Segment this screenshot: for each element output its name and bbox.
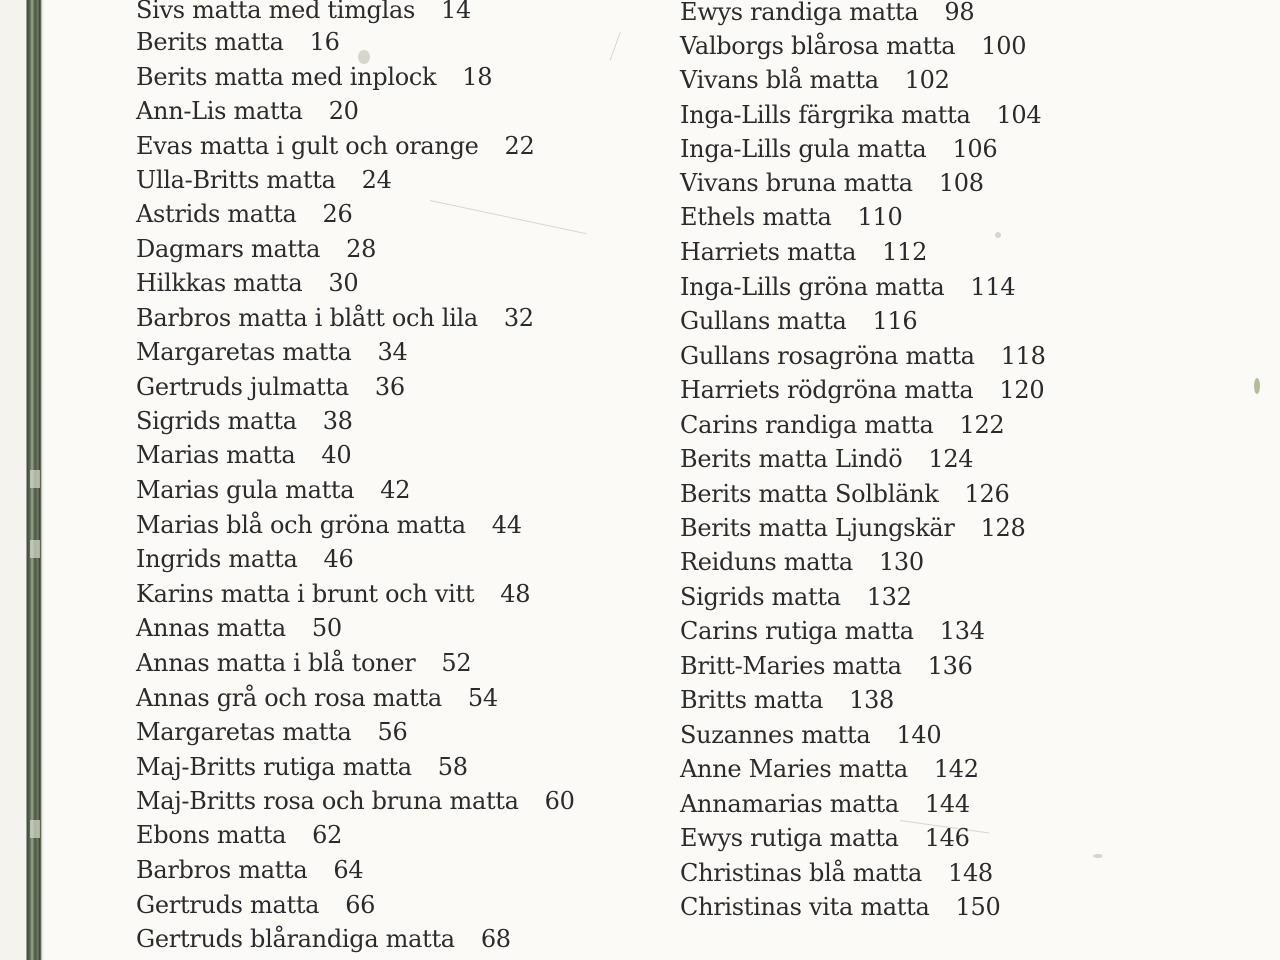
paper-smudge [1254,378,1260,394]
toc-entry [136,129,534,163]
toc-entry-page: 136 [927,652,973,680]
toc-entry-page: 130 [878,548,924,576]
toc-entry-title: Margaretas matta [136,338,352,366]
toc-entry-title: Berits matta Ljungskär [680,514,955,542]
toc-entry [136,577,530,611]
toc-entry-title: Vivans bruna matta [680,169,913,197]
toc-entry-page: 134 [939,617,985,645]
spine-speck [30,820,40,838]
toc-entry-title: Gertruds julmatta [136,373,349,401]
toc-entry-page: 60 [544,787,575,815]
toc-entry-page: 18 [462,63,493,91]
toc-entry-page: 26 [322,200,353,228]
toc-entry-title: Annas grå och rosa matta [136,684,442,712]
toc-entry-page: 66 [345,891,376,919]
toc-entry-title: Christinas blå matta [680,859,922,887]
toc-entry-page: 40 [321,441,352,469]
toc-entry-title: Gullans rosagröna matta [680,342,975,370]
toc-entry-page: 102 [904,66,950,94]
toc-entry [136,888,375,922]
toc-entry-page: 150 [955,893,1001,921]
toc-entry-page: 122 [959,411,1005,439]
toc-entry-title: Maj-Britts rosa och bruna matta [136,787,519,815]
toc-entry-title: Dagmars matta [136,235,321,263]
toc-entry [680,821,970,855]
toc-entry-title: Anne Maries matta [680,755,908,783]
toc-entry-page: 32 [503,304,534,332]
toc-entry-title: Barbros matta [136,856,308,884]
toc-entry-page: 34 [377,338,408,366]
toc-entry-title: Vivans blå matta [680,66,879,94]
toc-entry [136,370,405,404]
toc-entry [136,438,351,472]
toc-entry-title: Margaretas matta [136,718,352,746]
toc-entry [136,681,498,715]
toc-entry-page: 56 [377,718,408,746]
paper-scratch [610,32,621,61]
toc-entry-page: 54 [467,684,498,712]
toc-entry-page: 48 [500,580,531,608]
toc-entry [680,29,1026,63]
toc-entry-title: Gullans matta [680,307,847,335]
toc-entry-title: Annas matta [136,614,286,642]
toc-entry [136,163,392,197]
toc-entry-page: 106 [952,135,998,163]
toc-entry-page: 14 [441,0,471,24]
toc-entry-title: Ewys rutiga matta [680,824,899,852]
toc-entry-title: Ann-Lis matta [136,97,303,125]
toc-entry-title: Inga-Lills färgrika matta [680,101,971,129]
toc-entry [680,270,1015,304]
toc-entry [680,787,970,821]
toc-entry [680,890,1000,924]
toc-entry-title: Karins matta i brunt och vitt [136,580,475,608]
toc-entry-title: Annamarias matta [680,790,899,818]
toc-entry-page: 42 [380,476,411,504]
toc-entry-title: Ingrids matta [136,545,298,573]
toc-entry [136,0,471,27]
toc-entry-page: 132 [866,583,912,611]
spine-speck [30,470,40,488]
toc-entry-title: Ewys randiga matta [680,0,919,26]
toc-entry-title: Sivs matta med timglas [136,0,416,24]
toc-entry-page: 118 [1000,342,1046,370]
toc-entry-title: Berits matta Lindö [680,445,903,473]
toc-entry [680,752,979,786]
toc-entry [680,0,974,29]
toc-entry-title: Barbros matta i blått och lila [136,304,478,332]
toc-entry [136,750,468,784]
toc-entry [136,232,376,266]
toc-entry [680,683,894,717]
toc-entry [136,922,511,956]
toc-entry [680,132,997,166]
toc-entry [136,335,407,369]
toc-entry [680,580,912,614]
toc-entry-page: 64 [333,856,364,884]
toc-entry-title: Harriets rödgröna matta [680,376,974,404]
toc-entry-page: 22 [504,132,535,160]
toc-entry-page: 30 [328,269,359,297]
toc-entry-page: 44 [491,511,522,539]
toc-entry [680,856,993,890]
toc-entry [136,784,575,818]
toc-entry [136,25,340,59]
toc-entry [136,197,352,231]
toc-entry-title: Britt-Maries matta [680,652,902,680]
toc-entry [136,266,358,300]
toc-entry [680,649,973,683]
toc-entry [680,718,941,752]
toc-entry-title: Inga-Lills gula matta [680,135,927,163]
toc-entry-page: 38 [322,407,353,435]
toc-entry-title: Ebons matta [136,821,287,849]
toc-entry-title: Harriets matta [680,238,857,266]
toc-entry-page: 16 [309,28,340,56]
toc-entry-page: 52 [441,649,472,677]
toc-entry [136,542,353,576]
toc-entry-title: Gertruds blårandiga matta [136,925,455,953]
toc-entry-page: 62 [312,821,343,849]
toc-entry-page: 138 [849,686,895,714]
toc-entry-page: 24 [361,166,392,194]
toc-entry [136,301,534,335]
toc-entry-title: Evas matta i gult och orange [136,132,479,160]
toc-entry-page: 100 [981,32,1027,60]
toc-entry-page: 98 [944,0,975,26]
toc-entry-title: Sigrids matta [136,407,297,435]
toc-entry [136,818,342,852]
toc-entry [680,235,927,269]
toc-entry [680,442,973,476]
toc-entry-page: 120 [999,376,1045,404]
toc-entry [136,60,492,94]
toc-entry-page: 46 [323,545,354,573]
toc-entry [680,373,1044,407]
toc-entry-page: 140 [896,721,942,749]
toc-entry [136,94,359,128]
toc-entry [136,404,353,438]
toc-entry [680,200,902,234]
toc-entry [136,646,471,680]
toc-entry-title: Ulla-Britts matta [136,166,336,194]
toc-entry [680,408,1004,442]
toc-entry-page: 144 [924,790,970,818]
toc-entry-page: 128 [980,514,1026,542]
toc-entry-page: 146 [924,824,970,852]
toc-entry-title: Sigrids matta [680,583,841,611]
toc-entry [680,477,1009,511]
toc-entry-page: 68 [480,925,511,953]
toc-entry-page: 112 [882,238,928,266]
toc-entry-page: 114 [970,273,1016,301]
toc-entry-page: 50 [311,614,342,642]
toc-entry [680,614,985,648]
toc-entry-page: 20 [328,97,359,125]
toc-entry-title: Berits matta med inplock [136,63,437,91]
toc-entry-title: Britts matta [680,686,824,714]
toc-entry-page: 36 [374,373,405,401]
toc-entry [136,473,410,507]
toc-entry [680,166,984,200]
toc-entry-page: 116 [872,307,918,335]
toc-entry-page: 148 [947,859,993,887]
toc-entry-title: Berits matta [136,28,284,56]
toc-entry [680,98,1041,132]
toc-entry-title: Marias blå och gröna matta [136,511,466,539]
toc-entry [136,853,363,887]
toc-entry [680,63,950,97]
toc-entry-page: 142 [933,755,979,783]
toc-entry-title: Carins randiga matta [680,411,934,439]
toc-entry-title: Marias gula matta [136,476,355,504]
toc-entry-title: Annas matta i blå toner [136,649,416,677]
spine-speck [30,540,40,558]
toc-entry-page: 110 [857,203,903,231]
toc-entry [136,611,342,645]
toc-entry-title: Ethels matta [680,203,832,231]
toc-entry-title: Christinas vita matta [680,893,930,921]
toc-entry [136,715,407,749]
toc-entry-page: 124 [928,445,974,473]
paper-smudge [995,232,1001,238]
toc-entry-page: 104 [996,101,1042,129]
toc-entry-page: 108 [938,169,984,197]
toc-entry [136,508,522,542]
toc-entry-page: 126 [964,480,1010,508]
toc-entry-title: Gertruds matta [136,891,320,919]
toc-entry-title: Hilkkas matta [136,269,303,297]
toc-entry-title: Marias matta [136,441,296,469]
toc-entry [680,511,1026,545]
toc-entry-title: Astrids matta [136,200,297,228]
toc-entry-page: 58 [437,753,468,781]
toc-entry-page: 28 [346,235,377,263]
toc-entry-title: Suzannes matta [680,721,871,749]
toc-entry [680,339,1046,373]
toc-entry-title: Inga-Lills gröna matta [680,273,945,301]
toc-entry [680,304,917,338]
toc-entry-title: Valborgs blårosa matta [680,32,956,60]
toc-entry [680,545,924,579]
paper-scratch [430,200,587,234]
book-spine-edge [0,0,44,960]
toc-entry-title: Carins rutiga matta [680,617,914,645]
paper-smudge [1093,854,1103,858]
toc-entry-title: Reiduns matta [680,548,853,576]
toc-entry-title: Berits matta Solblänk [680,480,939,508]
toc-entry-title: Maj-Britts rutiga matta [136,753,412,781]
